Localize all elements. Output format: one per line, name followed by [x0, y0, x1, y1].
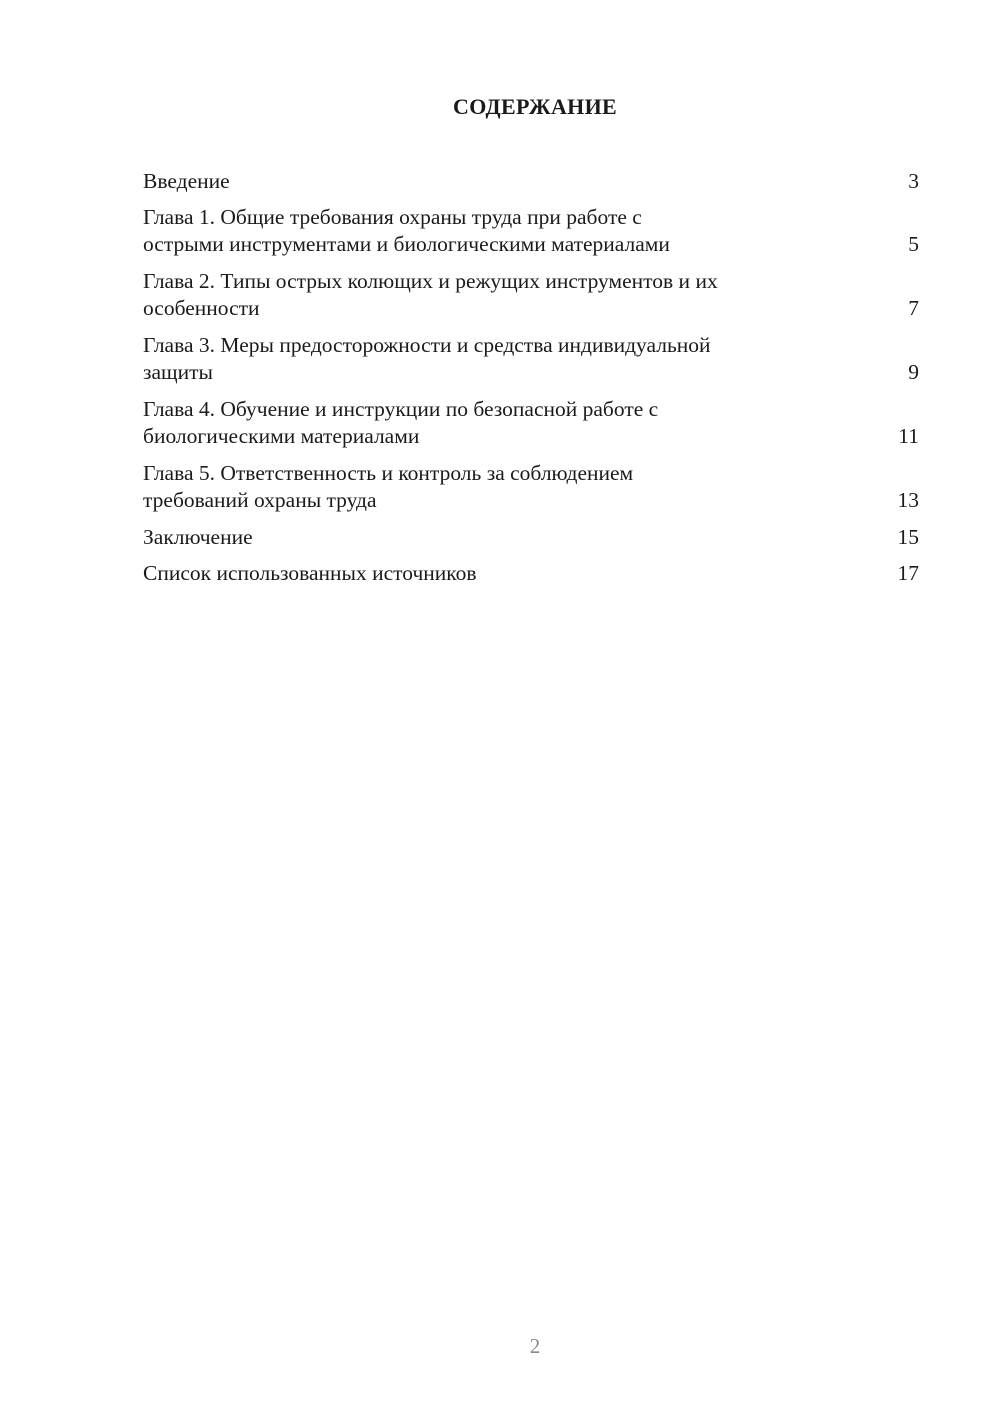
toc-entry-conclusion — [143, 524, 919, 551]
toc-title: СОДЕРЖАНИЕ — [453, 94, 617, 119]
toc-entry-text — [143, 396, 889, 450]
toc-entry-line: Глава 1. Общие требования охраны труда при работе с — [143, 205, 642, 229]
toc-entry-line: биологическими материалами — [143, 424, 420, 448]
toc-entry-text — [143, 204, 889, 258]
toc-page-number: 9 — [908, 360, 919, 384]
toc-list — [143, 168, 919, 596]
toc-entry-line: Заключение — [143, 525, 253, 549]
toc-entry-line: острыми инструментами и биологическими материалами — [143, 232, 670, 256]
toc-page-number: 13 — [897, 488, 919, 512]
toc-page-number: 5 — [908, 232, 919, 256]
toc-entry-line: Глава 4. Обучение и инструкции по безопасной работе с — [143, 397, 659, 421]
toc-entry-chapter-1 — [143, 204, 919, 258]
toc-entry-introduction — [143, 168, 919, 195]
page-footer-number: 2 — [529, 1334, 541, 1358]
toc-entry-line: Глава 5. Ответственность и контроль за соблюдением — [143, 461, 634, 485]
toc-page-number: 17 — [897, 561, 919, 585]
toc-entry-line: Глава 2. Типы острых колющих и режущих инструментов и их — [143, 269, 718, 293]
toc-entry-text — [143, 524, 889, 551]
toc-entry-text — [143, 332, 889, 386]
toc-entry-line: требований охраны труда — [143, 488, 377, 512]
toc-entry-line: Глава 3. Меры предосторожности и средства индивидуальной — [143, 333, 711, 357]
toc-page-number: 3 — [908, 169, 919, 193]
toc-entry-line: Список использованных источников — [143, 561, 477, 585]
toc-entry-line: особенности — [143, 296, 260, 320]
toc-entry-line: защиты — [143, 360, 213, 384]
toc-entry-text — [143, 168, 889, 195]
toc-entry-chapter-5 — [143, 460, 919, 514]
toc-entry-line: Введение — [143, 169, 230, 193]
toc-entry-references — [143, 560, 919, 587]
toc-page-number: 7 — [908, 296, 919, 320]
toc-entry-chapter-3 — [143, 332, 919, 386]
toc-entry-chapter-4 — [143, 396, 919, 450]
toc-entry-text — [143, 560, 889, 587]
toc-page-number: 15 — [897, 525, 919, 549]
toc-entry-chapter-2 — [143, 268, 919, 322]
toc-entry-text — [143, 268, 889, 322]
toc-entry-text — [143, 460, 889, 514]
toc-page-number: 11 — [898, 424, 919, 448]
